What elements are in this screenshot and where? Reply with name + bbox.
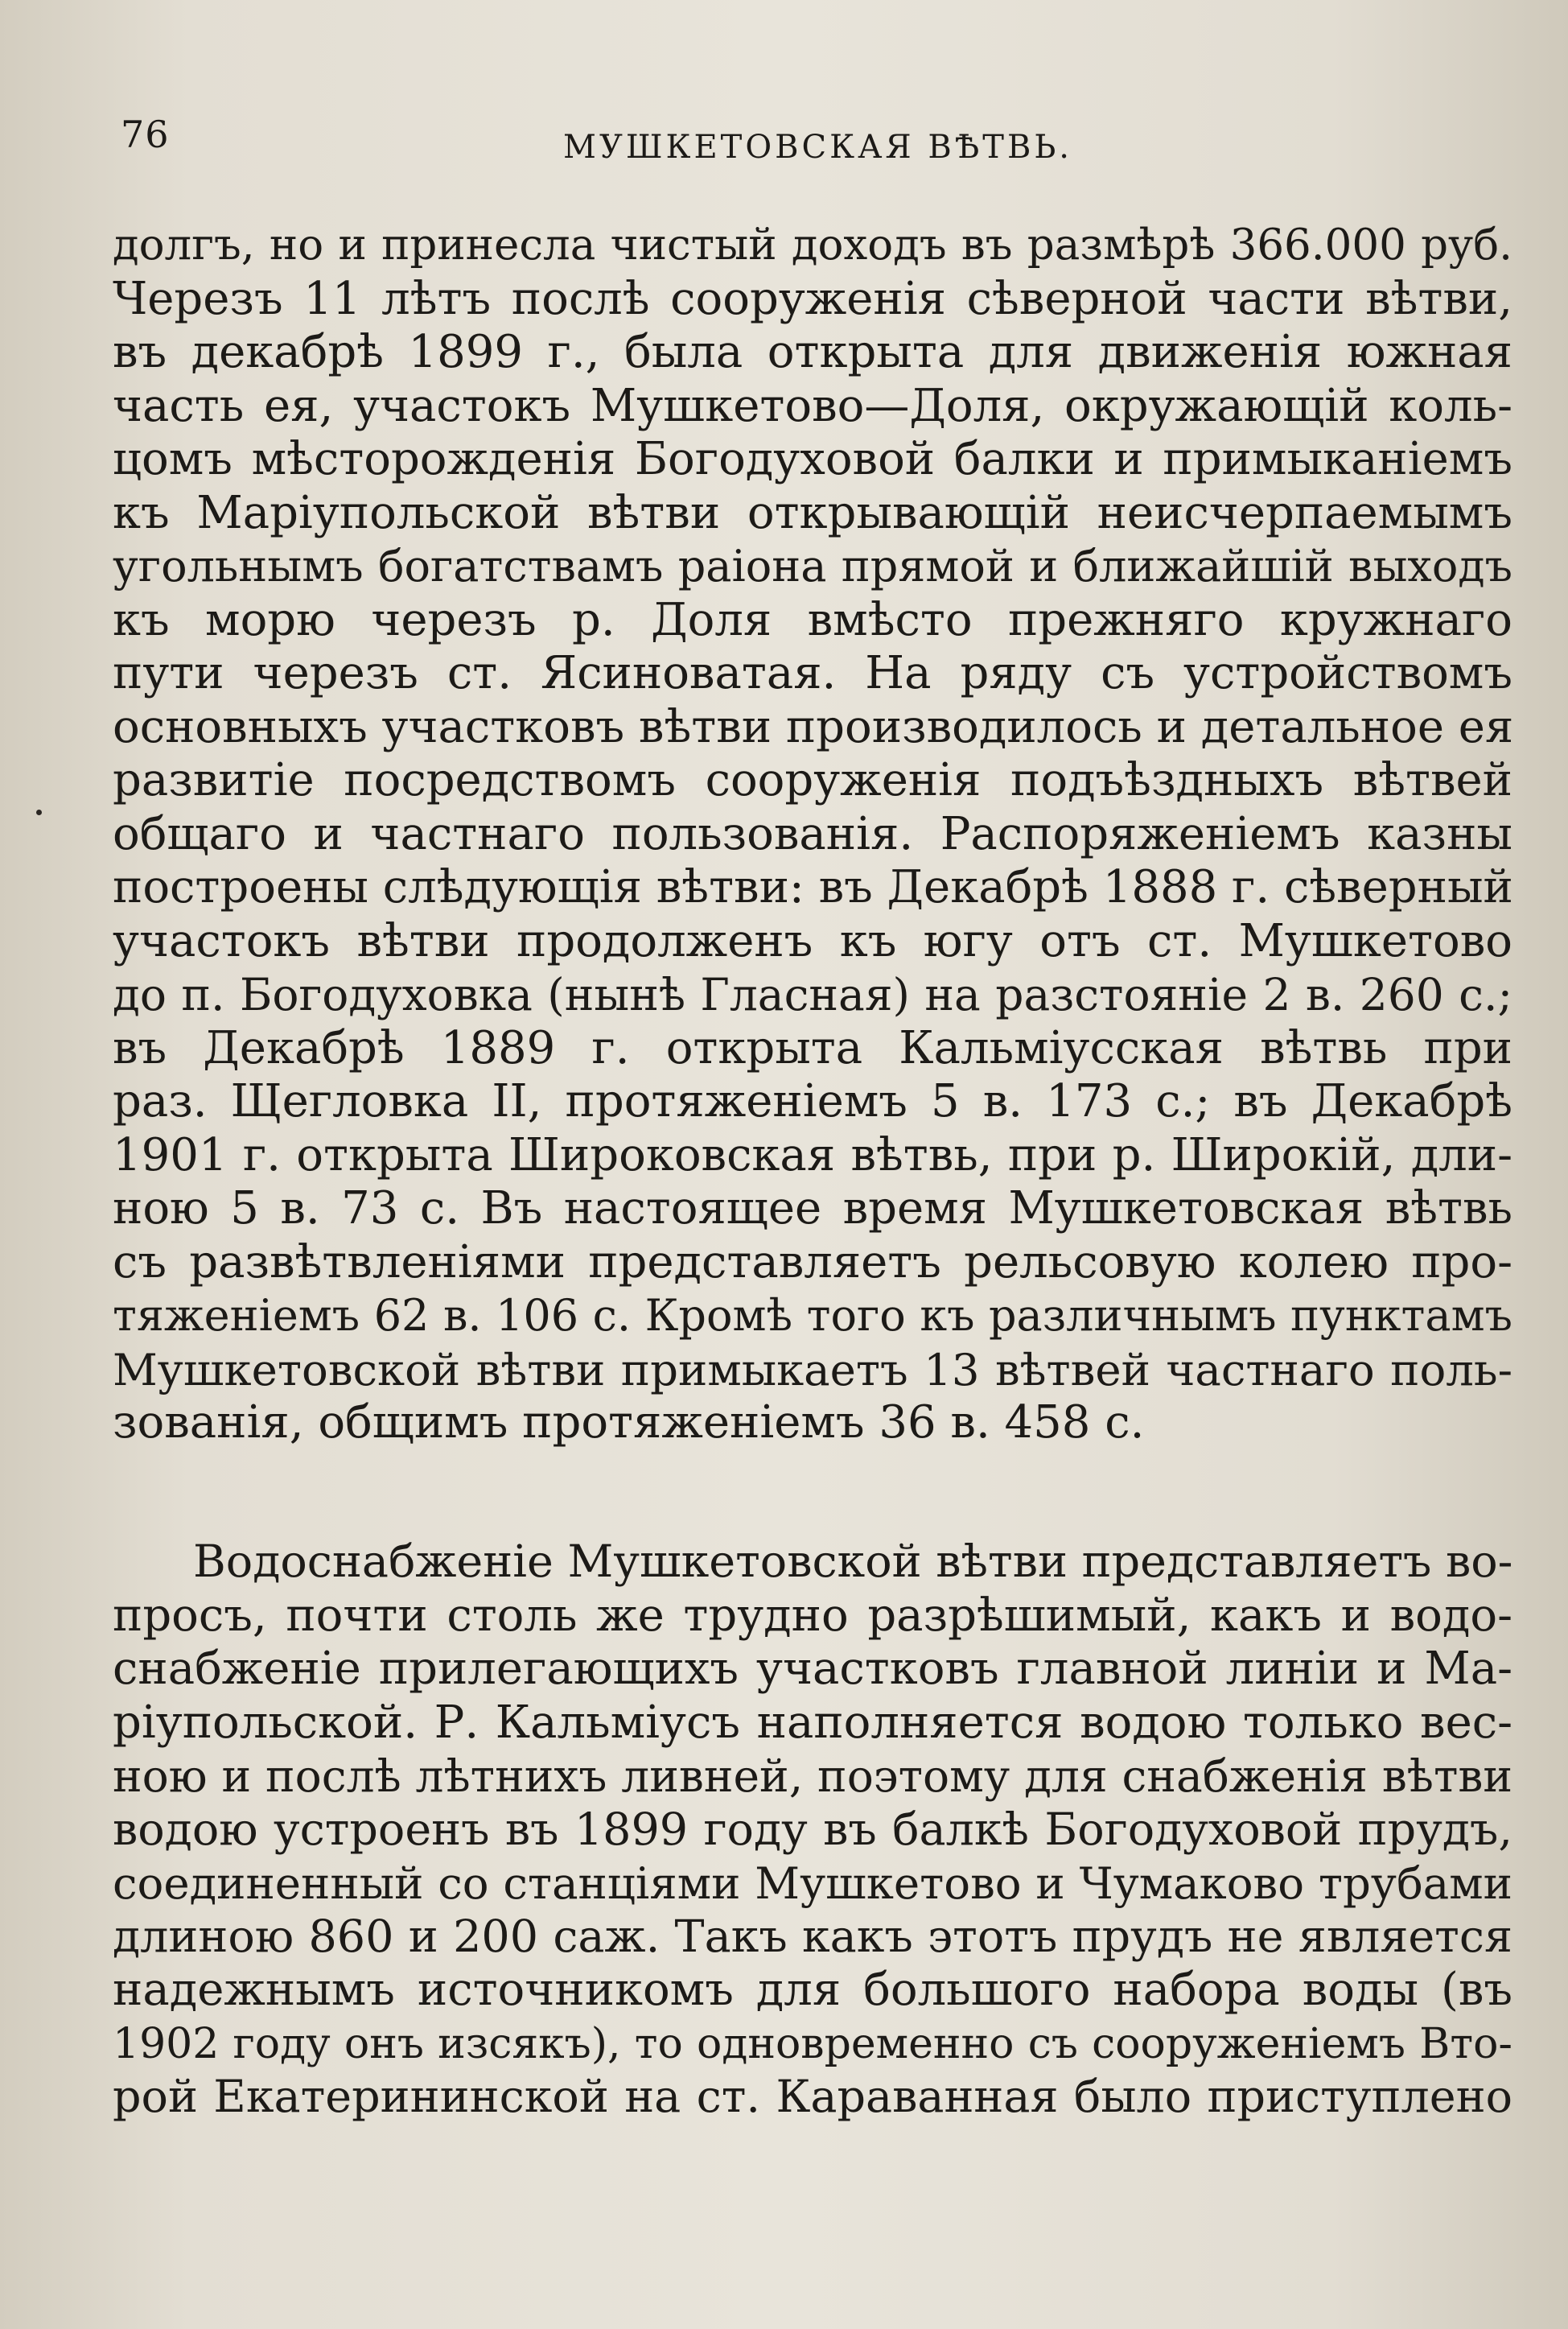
text-line: зованія, общимъ протяженіемъ 36 в. 458 с. bbox=[113, 1396, 1145, 1449]
text-line: Мушкетовской вѣтви примыкаетъ 13 вѣтвей частнаго поль- bbox=[113, 1343, 1512, 1395]
text-line: ріупольской. Р. Кальміусъ наполняется водою только вес- bbox=[113, 1696, 1512, 1749]
text-line: ною 5 в. 73 с. Въ настоящее время Мушкетовская вѣтвь bbox=[113, 1182, 1512, 1235]
text-line: надежнымъ источникомъ для большого набора воды (въ bbox=[113, 1964, 1512, 2016]
text-line: общаго и частнаго пользованія. Распоряженіемъ казны bbox=[113, 807, 1512, 860]
page-number: 76 bbox=[121, 113, 170, 156]
text-line: соединенный со станціями Мушкетово и Чумаково трубами bbox=[113, 1857, 1512, 1909]
text-line: построены слѣдующія вѣтви: въ Декабрѣ 1888 г. сѣверный bbox=[113, 861, 1513, 913]
text-line: длиною 860 и 200 саж. Такъ какъ этотъ прудъ не является bbox=[113, 1910, 1512, 1963]
text-line: ною и послѣ лѣтнихъ ливней, поэтому для снабженія вѣтви bbox=[113, 1750, 1512, 1802]
text-line: въ Декабрѣ 1889 г. открыта Кальміусская вѣтвь при bbox=[113, 1021, 1512, 1074]
paragraph-2 bbox=[113, 1535, 1512, 2125]
text-line: рой Екатерининской на ст. Караванная было приступлено bbox=[113, 2071, 1512, 2123]
text-line: къ Маріупольской вѣтви открывающій неисчерпаемымъ bbox=[113, 486, 1512, 539]
text-line: участокъ вѣтви продолженъ къ югу отъ ст. Мушкетово bbox=[113, 914, 1512, 967]
running-head: МУШКЕТОВСКАЯ ВѢТВЬ. bbox=[563, 129, 1073, 166]
text-line: часть ея, участокъ Мушкетово—Доля, окружающій коль- bbox=[113, 379, 1512, 432]
text-line: до п. Богодуховка (нынѣ Гласная) на разстояніе 2 в. 260 с.; bbox=[113, 969, 1512, 1020]
paragraph-1 bbox=[113, 219, 1512, 1450]
text-line: угольнымъ богатствамъ раіона прямой и ближайшій выходъ bbox=[113, 541, 1512, 592]
text-line: водою устроенъ въ 1899 году въ балкѣ Богодуховой прудъ, bbox=[113, 1803, 1512, 1856]
text-line: къ морю черезъ р. Доля вмѣсто прежняго кружнаго bbox=[113, 593, 1512, 646]
text-line: пути черезъ ст. Ясиноватая. На ряду съ устройствомъ bbox=[113, 647, 1512, 699]
text-line: Черезъ 11 лѣтъ послѣ сооруженія сѣверной части вѣтви, bbox=[113, 272, 1512, 325]
text-line: 1901 г. открыта Широковская вѣтвь, при р. Широкій, дли- bbox=[113, 1128, 1512, 1181]
text-line: долгъ, но и принесла чистый доходъ въ размѣрѣ 366.000 руб. bbox=[113, 221, 1512, 270]
text-line: основныхъ участковъ вѣтви производилось и детальное ея bbox=[113, 700, 1514, 753]
text-line: тяженіемъ 62 в. 106 с. Кромѣ того къ различнымъ пунктамъ bbox=[113, 1290, 1512, 1341]
text-line: просъ, почти столь же трудно разрѣшимый, какъ и водо- bbox=[113, 1589, 1512, 1642]
text-line: развитіе посредствомъ сооруженія подъѣздныхъ вѣтвей bbox=[113, 754, 1512, 806]
text-line: Водоснабженіе Мушкетовской вѣтви представляетъ во- bbox=[193, 1535, 1513, 1588]
text-line: въ декабрѣ 1899 г., была открыта для движенія южная bbox=[113, 326, 1512, 378]
text-line: съ развѣтвленіями представляетъ рельсовую колею про- bbox=[113, 1235, 1512, 1288]
text-line: цомъ мѣсторожденія Богодуховой балки и примыканіемъ bbox=[113, 433, 1512, 485]
margin-speck bbox=[36, 810, 42, 815]
text-line: раз. Щегловка II, протяженіемъ 5 в. 173 с.; въ Декабрѣ bbox=[113, 1075, 1512, 1127]
text-line: 1902 году онъ изсякъ), то одновременно съ сооруженіемъ Вто- bbox=[113, 2019, 1512, 2068]
text-line: снабженіе прилегающихъ участковъ главной линіи и Ма- bbox=[113, 1643, 1512, 1695]
